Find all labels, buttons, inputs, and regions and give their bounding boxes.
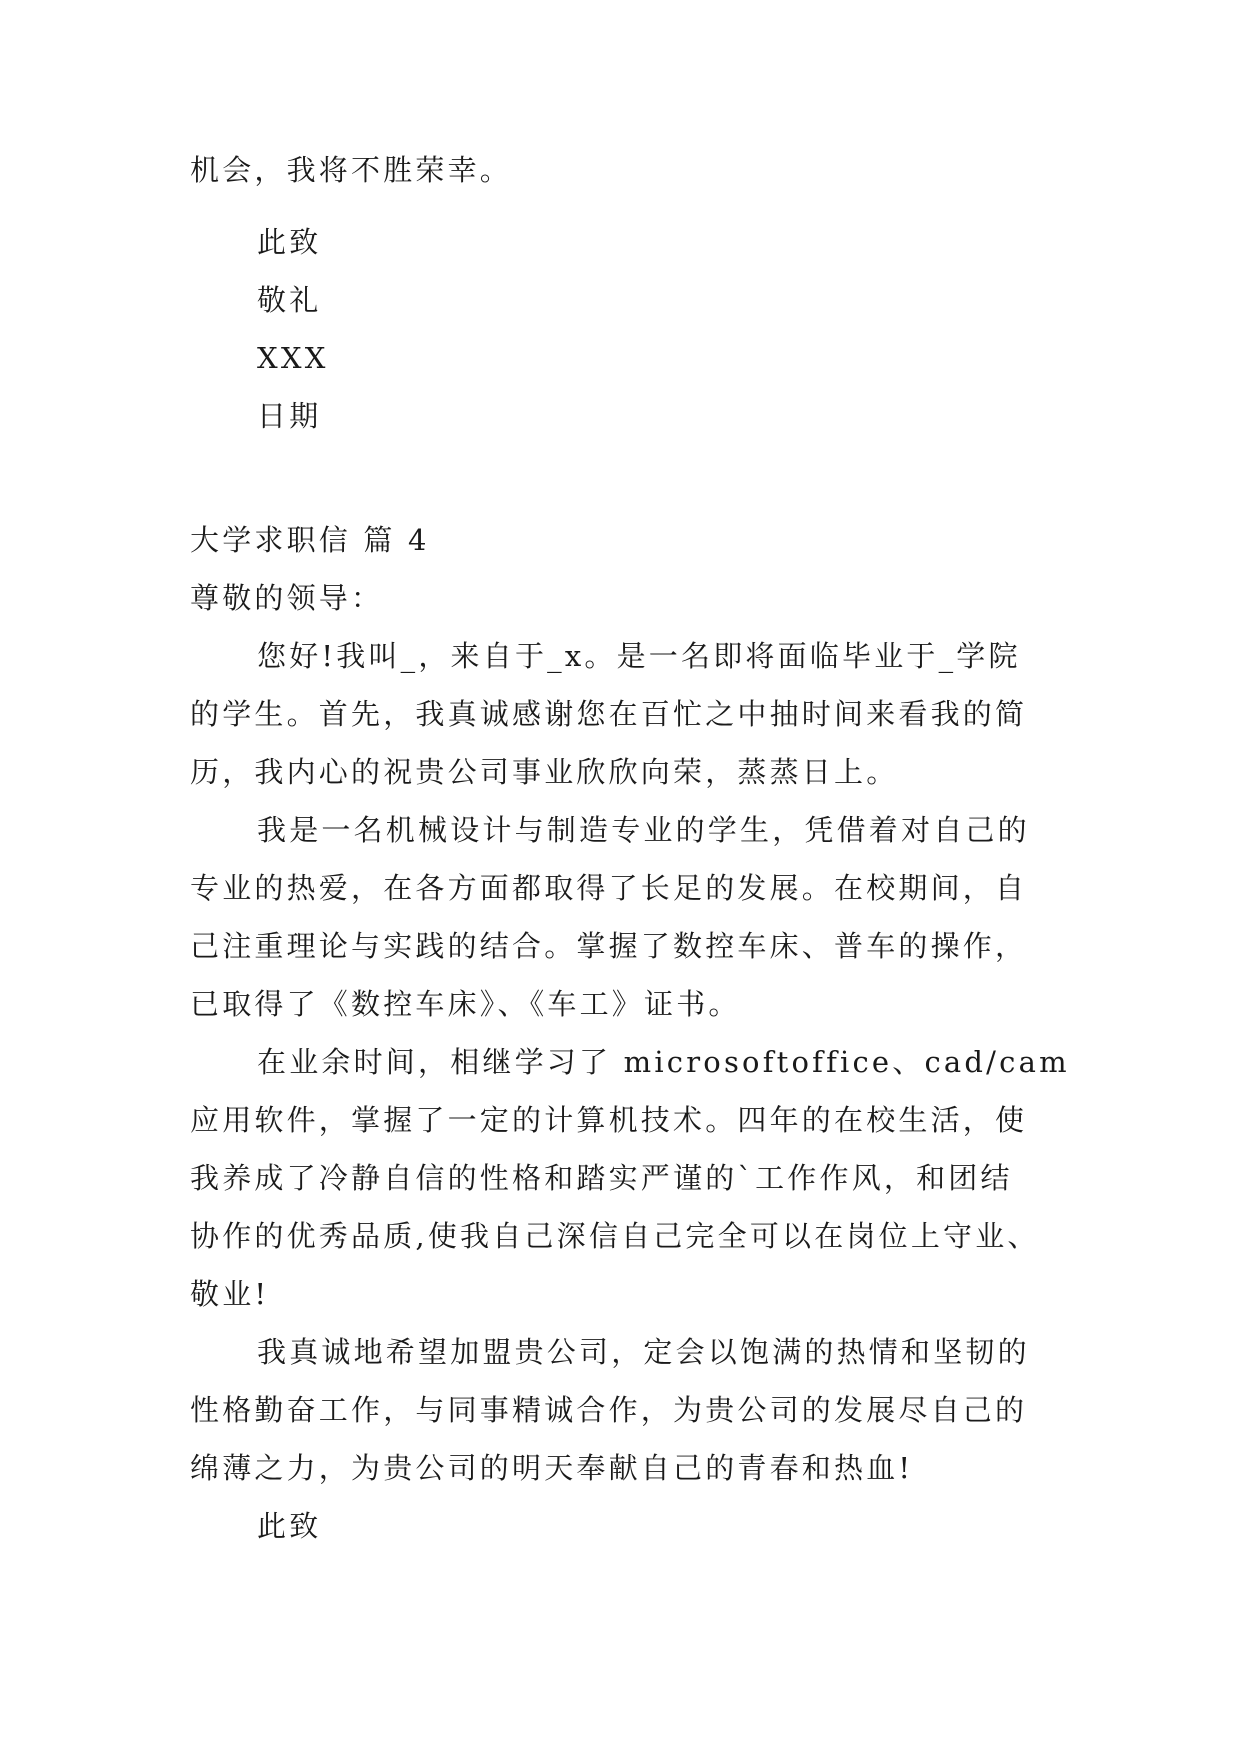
- paragraph-1-line-2: 的学生。首先，我真诚感谢您在百忙之中抽时间来看我的简: [190, 697, 1028, 731]
- paragraph-3-line-5: 敬业!: [190, 1277, 270, 1311]
- paragraph-3-line-4: 协作的优秀品质,使我自己深信自己完全可以在岗位上守业、: [190, 1219, 1040, 1253]
- section-title: 大学求职信 篇 4: [190, 523, 430, 557]
- date: 日期: [257, 399, 322, 433]
- paragraph-4-line-1: 我真诚地希望加盟贵公司，定会以饱满的热情和坚韧的: [257, 1335, 1030, 1369]
- section-salutation: 此致: [257, 1509, 322, 1543]
- paragraph-1-line-3: 历，我内心的祝贵公司事业欣欣向荣，蒸蒸日上。: [190, 755, 899, 789]
- signature: XXX: [257, 341, 329, 375]
- greeting: 尊敬的领导：: [190, 581, 384, 615]
- salutation: 此致: [257, 225, 322, 259]
- paragraph-3-line-3: 我养成了冷静自信的性格和踏实严谨的`工作作风，和团结: [190, 1161, 1013, 1195]
- paragraph-3-line-1: 在业余时间，相继学习了 microsoftoffice、cad/cam: [257, 1045, 1070, 1079]
- regards: 敬礼: [257, 283, 322, 317]
- closing-line: 机会，我将不胜荣幸。: [190, 153, 513, 187]
- paragraph-2-line-4: 已取得了《数控车床》、《车工》证书。: [190, 987, 741, 1021]
- paragraph-2-line-3: 己注重理论与实践的结合。掌握了数控车床、普车的操作，: [190, 929, 1028, 963]
- paragraph-2-line-2: 专业的热爱，在各方面都取得了长足的发展。在校期间，自: [190, 871, 1028, 905]
- paragraph-4-line-3: 绵薄之力，为贵公司的明天奉献自己的青春和热血!: [190, 1451, 914, 1485]
- paragraph-1-line-1: 您好!我叫_，来自于_x。是一名即将面临毕业于_学院: [257, 639, 1021, 673]
- paragraph-2-line-1: 我是一名机械设计与制造专业的学生，凭借着对自己的: [257, 813, 1030, 847]
- paragraph-4-line-2: 性格勤奋工作，与同事精诚合作，为贵公司的发展尽自己的: [190, 1393, 1028, 1427]
- paragraph-3-line-2: 应用软件，掌握了一定的计算机技术。四年的在校生活，使: [190, 1103, 1028, 1137]
